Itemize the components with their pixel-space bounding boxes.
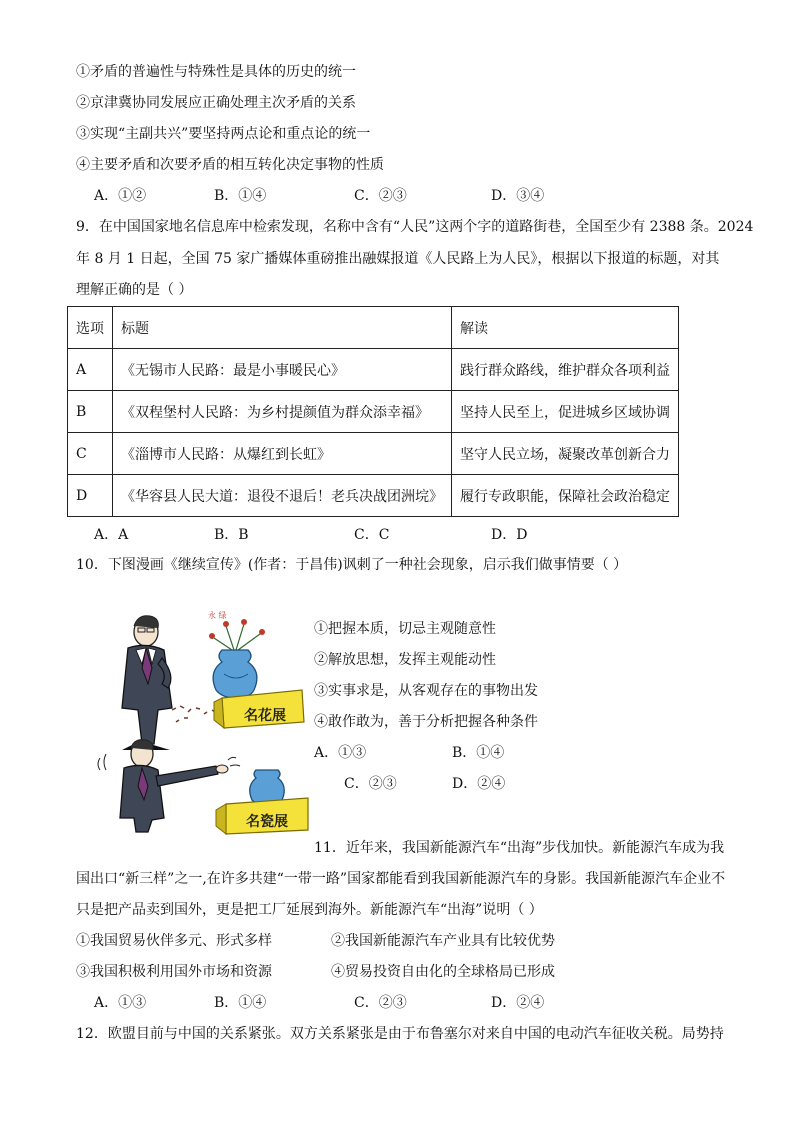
cartoon-image — [76, 604, 312, 836]
q10-statement-2: ②解放思想，发挥主观能动性 — [314, 652, 496, 668]
q11-stem-line-3: 只是把产品卖到国外，更是把工厂延展到海外。新能源汽车“出海”说明（ ） — [76, 902, 543, 918]
q9-option-b: B．B — [214, 527, 249, 543]
table-cell: A — [68, 349, 113, 391]
q10-statement-1: ①把握本质，切忌主观随意性 — [314, 621, 496, 637]
q11-stem-line-2: 国出口“新三样”之一,在许多共建“一带一路”国家都能看到我国新能源汽车的身影。我国新能源汽车企业不 — [76, 871, 726, 887]
table-cell: 履行专政职能，保障社会政治稳定 — [452, 475, 679, 517]
q9-option-a: A．A — [94, 527, 129, 543]
table-row — [68, 349, 679, 391]
table-cell: 《淄博市人民路：从爆红到长虹》 — [113, 433, 452, 475]
q11-statement-2: ②我国新能源汽车产业具有比较优势 — [331, 933, 555, 949]
table-cell: 坚守人民立场，凝聚改革创新合力 — [452, 433, 679, 475]
q8-options — [0, 186, 794, 206]
q8-statement-4: ④主要矛盾和次要矛盾的相互转化决定事物的性质 — [76, 157, 384, 173]
q9-options — [0, 525, 794, 545]
q8-option-b: B．①④ — [214, 188, 267, 204]
q11-options — [0, 993, 794, 1013]
q11-stem-line-1: 11．近年来，我国新能源汽车“出海”步伐加快。新能源汽车成为我 — [314, 840, 725, 856]
table-row — [68, 391, 679, 433]
table-row — [68, 433, 679, 475]
table-header-cell: 解读 — [452, 307, 679, 349]
q10-option-a: A．①③ — [314, 745, 367, 761]
q11-statements-row-1 — [0, 931, 794, 951]
q10-statement-3: ③实事求是，从客观存在的事物出发 — [314, 683, 538, 699]
table-cell: 坚持人民至上，促进城乡区域协调 — [452, 391, 679, 433]
q11-option-c: C．②③ — [354, 995, 407, 1011]
table-header-row — [68, 307, 679, 349]
table-cell: 《华容县人民大道：退役不退后！老兵决战团洲垸》 — [113, 475, 452, 517]
q11-statement-3: ③我国积极利用国外市场和资源 — [76, 964, 272, 980]
q11-option-d: D．②④ — [491, 995, 545, 1011]
q8-option-a: A．①② — [94, 188, 147, 204]
q11-statements-row-2 — [0, 962, 794, 982]
table-cell: C — [68, 433, 113, 475]
q9-option-c: C．C — [354, 527, 390, 543]
q11-statement-1: ①我国贸易伙伴多元、形式多样 — [76, 933, 272, 949]
table-header-cell: 标题 — [113, 307, 452, 349]
table-row — [68, 475, 679, 517]
q12-stem: 12．欧盟目前与中国的关系紧张。双方关系紧张是由于布鲁塞尔对来自中国的电动汽车征收关税。局势持 — [76, 1026, 724, 1042]
q8-option-d: D．③④ — [491, 188, 545, 204]
table-cell: 《无锡市人民路：最是小事暖民心》 — [113, 349, 452, 391]
sign-bottom-label: 名瓷展 — [246, 814, 288, 830]
top-panel-illustration — [122, 610, 304, 750]
q10-stem: 10．下图漫画《继续宣传》(作者：于昌伟)讽刺了一种社会现象，启示我们做事情要（ ） — [76, 557, 628, 573]
q8-option-c: C．②③ — [354, 188, 407, 204]
table-cell: 《双程堡村人民路：为乡村提颜值为群众添幸福》 — [113, 391, 452, 433]
q9-stem-line-2: 年 8 月 1 日起，全国 75 家广播媒体重磅推出融媒报道《人民路上为人民》，根据以下报道的标题，对其 — [76, 251, 720, 267]
q10-option-d: D．②④ — [452, 776, 506, 792]
table-header-cell: 选项 — [68, 307, 113, 349]
q9-stem-line-1: 9．在中国国家地名信息库中检索发现，名称中含有“人民”这两个字的道路街巷，全国至少有 2388 条。2024 — [76, 219, 754, 235]
q9-table — [67, 306, 679, 517]
sign-top-label: 名花展 — [244, 708, 286, 724]
q8-statement-3: ③实现“主副共兴”要坚持两点论和重点论的统一 — [76, 126, 371, 142]
q9-option-d: D．D — [491, 527, 528, 543]
q10-options-row-2 — [0, 774, 794, 794]
flower-text: 永 绿 — [208, 611, 227, 620]
q11-option-b: B．①④ — [214, 995, 267, 1011]
table-cell: 践行群众路线，维护群众各项利益 — [452, 349, 679, 391]
table-cell: B — [68, 391, 113, 433]
table-cell: D — [68, 475, 113, 517]
q11-option-a: A．①③ — [94, 995, 147, 1011]
q9-stem-line-3: 理解正确的是（ ） — [76, 282, 193, 298]
q10-options-row-1 — [0, 743, 794, 763]
q11-statement-4: ④贸易投资自由化的全球格局已形成 — [331, 964, 555, 980]
q10-statement-4: ④敢作敢为，善于分析把握各种条件 — [314, 714, 538, 730]
q10-option-c: C．②③ — [344, 776, 397, 792]
q8-statement-2: ②京津冀协同发展应正确处理主次矛盾的关系 — [76, 95, 356, 111]
q10-option-b: B．①④ — [452, 745, 505, 761]
q8-statement-1: ①矛盾的普遍性与特殊性是具体的历史的统一 — [76, 64, 356, 80]
